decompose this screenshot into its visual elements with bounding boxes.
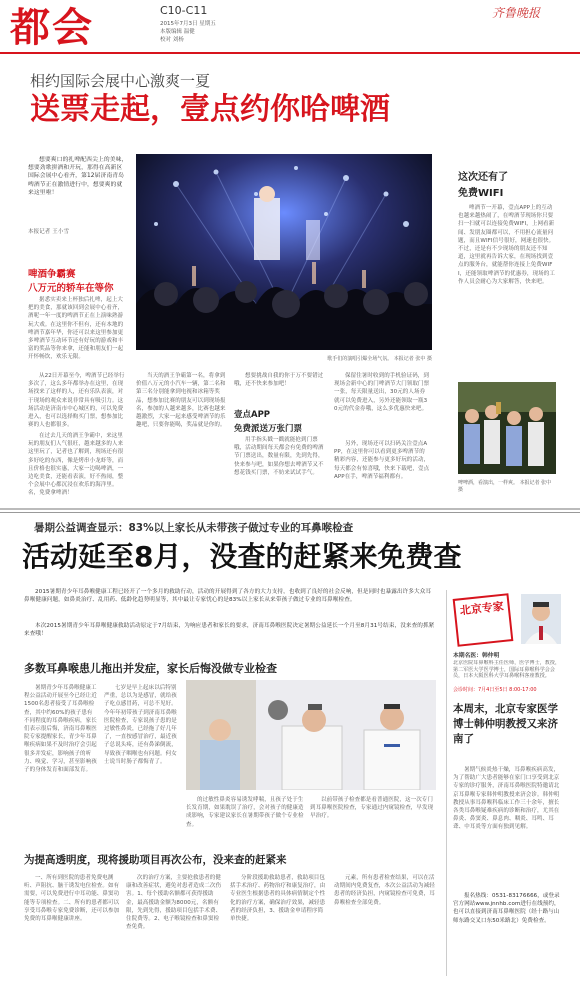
intro-text: 本次2015暑期青少年耳鼻喉健康救助活动原定于7月结束，为响应患者和家长的要求，济南耳鼻喉医院决定暑期公益延长一个月至8月31号结束，没来查的抓紧来查哦！ (24, 623, 435, 638)
story2-col1 (24, 684, 98, 842)
col-text: 的过敏性鼻炎容易诱发哮喘，且孩子处于生长发育期，如果耽误了治疗，会对孩子的健康造成影响，专家建议家长在暑期带孩子做个专业检查。 (186, 797, 304, 828)
story2-intro2 (24, 622, 436, 640)
col-text: 元素，所有患者检查结果，可以在活动期间内免费复查，本次公益活动为减轻患者的经济负担，内窥镜检查可免费，耳鼻喉检查全部免费。 (334, 875, 435, 906)
col-text: 保留住暑时收到的手机验证码，到现场会新中心的门啤酒节大门领取门票一张，每天限量送出，30元的人场券就可以免费进入，另外还能领取一瓶30元的代金券哦，这么多优惠快来吧。 (334, 373, 430, 412)
col-text: 想要挑战自我的你于万不要错过哦，还不快来参加吧！ (234, 373, 324, 388)
crowd-photo-art (458, 382, 556, 474)
story1-col8 (334, 440, 430, 492)
col-text: 据悉实卖来上杯独后扎啤，起上大把的美食，那就该回到会展中心看齐，酒呢一年一度的啤酒节正在上演味熟游玩大戏。在这里你不但有，还有本地的啤酒节嘉年华，你还可以来这里参加更多啤酒节互动环节还有好玩的游戏和丰富的奖品等你来拿，还能和朋友们一起开怀畅饮，欢乐无限。 (28, 297, 124, 360)
section-divider-thin (0, 512, 580, 513)
expert-name: 本期名医：韩仲明 (453, 653, 500, 659)
col-text: 暑期青少年耳鼻喉健康工程公益活动开展至今已经让近1500名患者接受了耳鼻喉检查，其中约60%的孩子患有不同程度的耳鼻喉疾病，家长们表示很后悔，济南耳鼻喉医院专家提醒家长，青少年耳鼻喉疾病如果不及时治疗会引起很多并发症，影响孩子的听力、嗅觉、学习，甚至影响孩子的身体发育和面部发育。 (24, 685, 97, 774)
newspaper-name: 齐鲁晚报 (492, 6, 541, 20)
concert-photo-caption: 歌手们的演唱引爆全场气氛。 本报记者 张中 摄 (327, 356, 432, 362)
subhead-beer-contest-1: 啤酒争霸赛 (28, 269, 76, 280)
expert-portrait (521, 594, 561, 644)
story2-subhead-1: 多数耳鼻喉患儿拖出并发症，家长后悔没做专业检查 (24, 662, 277, 675)
subhead-wifi-2: 免费WIFI (458, 188, 504, 199)
expert-desc: 北京医院耳鼻喉科主任医师，医学博士，教授，第二军医大学医学博士，国际耳鼻喉科学会会员，日本大阪医科大学耳鼻喉科客座教授。 (453, 660, 561, 680)
concert-photo (136, 154, 432, 350)
proof-credit: 校对 刘杨 (160, 37, 184, 43)
subhead-wifi-1: 这次还有了 (458, 172, 508, 183)
subhead-app-2: 免费派送万张门票 (234, 424, 303, 434)
story2-bottom-col1 (24, 874, 120, 974)
col-text: 用手指头戳一戳就能抢到门票哦，活动期间每天都会有免费的啤酒节门票送出，数量有限，先到先得，快来参与吧，如果你想去啤酒节又不想花钱买门票，不妨来试试手气。 (234, 437, 324, 476)
story2-bottom-col4 (334, 874, 436, 974)
story2-kicker: 暑期公益调查显示：83%以上家长从未带孩子做过专业的耳鼻喉检查 (34, 522, 354, 534)
story1-col6 (234, 436, 326, 492)
col-text: 暑期气候炎热干燥，耳鼻喉疾病高发，为了帮助广大患者能够在家门口享受到北京专家的诊疗服务，济南耳鼻喉医院特邀请北京耳鼻喉专家韩仲明教授来济会诊。韩仲明教授从事耳鼻喉科临床工作三十余年，擅长各类耳鼻喉疑难疾病的诊断和治疗，尤其在鼻炎、鼻窦炎、鼻息肉、咽炎、耳鸣、耳聋、中耳炎等方面有独到见解。 (453, 767, 560, 831)
hotline-info (453, 892, 561, 972)
col-text: 以前带孩子检查都是看普通医院，这一次专门到耳鼻喉医院检查，专家通过内窥镜检查，早发现早治疗。 (310, 797, 434, 820)
story2-col2 (104, 684, 180, 842)
expert-promo-box (446, 590, 564, 976)
col-text: 次的治疗方案，主要抢救患者的健康和改善症状，避免对患者造成二次伤害。1、每个援助名额都可获得援助金，最高援助金额为8000元，名额有限，先到先得，援助项目包括手术费、住院费等。2、电子喉镜检查和鼻窦检查免费。 (126, 875, 222, 931)
expert-portrait-art (521, 594, 561, 644)
masthead-meta (160, 20, 216, 44)
concert-photo-art (136, 154, 432, 350)
doctor-photo-art (186, 680, 436, 790)
story1-col3 (28, 432, 126, 496)
story1-kicker: 相约国际会展中心激爽一夏 (30, 72, 211, 90)
story1-col4 (136, 372, 228, 490)
story1-col5 (234, 372, 326, 396)
story2-bottom-col2 (126, 874, 224, 974)
col-text: 啤酒节一开幕，壹点APP上的互动也越来越热闹了，在啤酒节现场你只要扫一扫就可以连接免费WIFI，上网看新闻、发朋友圈都可以，不用担心流量问题，而且WIFI信号很好，网速也很快。不过，还是有不少现场的朋友还不知道，这里就再告诉大家，在现场找到壹点的服务台，就能帮你连接上免费WIFI，还能领取啤酒节的优惠券，现场的工作人员会耐心为大家解答，快来吧。 (458, 205, 555, 285)
intro-text: 2015暑期青少年耳鼻喉健康工程已经开了一个多月的救助行动，活动的开展得到了各方的大力支持，也收到了良好的社会反响，但是同时也暴露出许多大众耳鼻喉健康问题，如鼻炎治疗、乱用药、低龄化趋势明显等，其中最让专家忧心的是83%以上家长从来带孩子做过专业的耳鼻喉检查。 (24, 589, 432, 604)
story1-lead (28, 156, 128, 214)
story1-col2 (28, 372, 126, 428)
doctor-photo (186, 680, 436, 790)
col-text: 在过去几天的酒王争霸中，来这里玩的朋友们人气很旺，越来越多的人来这里玩了，记者也了解到，现场还有很多好吃的东西，像是烤串小龙虾等，而且价格也很实惠，大家一边喝啤酒，一边吃美食，还能看表演，好不热闹，整个会展中心都沉浸在欢乐的海洋里。名，免费拿啤酒！ (28, 433, 124, 496)
consult-time: 会诊时间：7月4日至5日 8:00-17:00 (453, 687, 537, 693)
story2-subhead-2: 为提高透明度，现将援助项目再次公布，没来查的赶紧来 (24, 854, 287, 866)
editor-credit: 本版编辑 温健 (160, 29, 195, 35)
story1-headline: 送票走起，壹点约你哈啤酒 (30, 92, 390, 127)
beijing-expert-stamp: 北京专家 (453, 593, 514, 647)
subhead-app-1: 壹点APP (234, 410, 271, 420)
section-divider (0, 508, 580, 510)
col-text: 另外，现场还可以扫码关注壹点APP，在这里你可以看到更多啤酒节的精彩内容，还能参与更多好玩的活动，每天都会有惊喜哦，快来下载吧，壹点APP在手，啤酒节福利都有。 (334, 441, 430, 480)
col-text: 当天的酒王争霸第一名，将拿到价值八万元的小汽车一辆，第二名和第三名分别能拿到电视和冰箱等奖品，想参加比赛的朋友可以到现场报名，参加的人越来越多，比赛也越来越激烈，大家一起来感受啤酒节的乐趣吧，只要你能喝，奖品就是你的。 (136, 373, 226, 429)
subhead-beer-contest-2: 八万元的轿车在等你 (28, 283, 114, 294)
section-logo: 都会 (10, 5, 94, 51)
story1-col7 (334, 372, 430, 438)
story2-intro (24, 588, 436, 622)
story2-col3 (186, 796, 304, 842)
col-text: 报名热线：0531-83176666，或登录官方网站www.jnnhb.com进行在线预约，也可以直接到济南耳鼻喉医院（经十路与山师东路交叉口东50米路北）免费检查。 (453, 893, 560, 924)
story1-col1 (28, 296, 126, 360)
issue-date: 2015年7月3日 星期五 (160, 21, 216, 27)
promo-title: 本周末，北京专家医学博士韩仲明教授又来济南了 (453, 703, 558, 745)
promo-body (453, 766, 561, 888)
story2-headline: 活动延至8月，没查的赶紧来免费查 (22, 540, 462, 573)
story2-bottom-col3 (230, 874, 328, 974)
story2-col4 (310, 796, 436, 842)
col-text: 七岁是早上起床以后特别严重，总以为是感冒，就给孩子吃点感冒药，可总不见好。今年年初带孩子到济南耳鼻喉医院检查，专家说孩子患的是过敏性鼻炎，已经拖了好几年了，一直按感冒治疗，最近孩子总说头疼，还有鼻涕倒流，导致孩子咽喉也有问题。何女士说当时肠子都悔青了。 (104, 685, 177, 765)
col-text: 一、所有到医院的患者免费电测听、声阻抗、脑干诱发电位检查。如有需要，可以免费进行中耳功能、鼻窦功能等专项检查。二、所有的患者都可以享受耳鼻喉专家免费诊断，还可以参加免费的耳鼻喉健康讲座。 (24, 875, 120, 923)
crowd-photo (458, 382, 556, 474)
crowd-photo-caption: 啤啤酒，看演出，一样爽。 本报记者 张中 摄 (458, 480, 552, 493)
col-text: 从22日开幕至今，啤酒节已经举行多次了，这么多年都举办在这里，在现场找来了这样的人，还有乐队表演，对于现场的观众来说非常具有吸引力。这场活动是济南市中心城区的，可以免费进入，也可以选择购买门票，想参加比赛的人也都很多。 (28, 373, 125, 428)
masthead-rule (0, 52, 580, 54)
col-text: 分阶段援助救助患者，救助项目包括手术治疗、药物治疗和康复治疗，由专业医生根据患者的具体病情制定个性化的治疗方案，确保治疗效果，减轻患者的经济负担，3、援助金申请程序简单快捷。 (230, 875, 326, 923)
lead-text: 想要爽口的扎啤配西尖上的美味，想要劲歌拼酒和开玩，那得在高新区国际会展中心看齐，第12届济南青岛啤酒节正在激情进行中，想要爽的就来这里啦！ (28, 157, 128, 196)
story1-byline: 本报记者 王小雪 (28, 229, 70, 235)
page-number: C10-C11 (160, 4, 208, 17)
story1-right-col (458, 204, 556, 374)
